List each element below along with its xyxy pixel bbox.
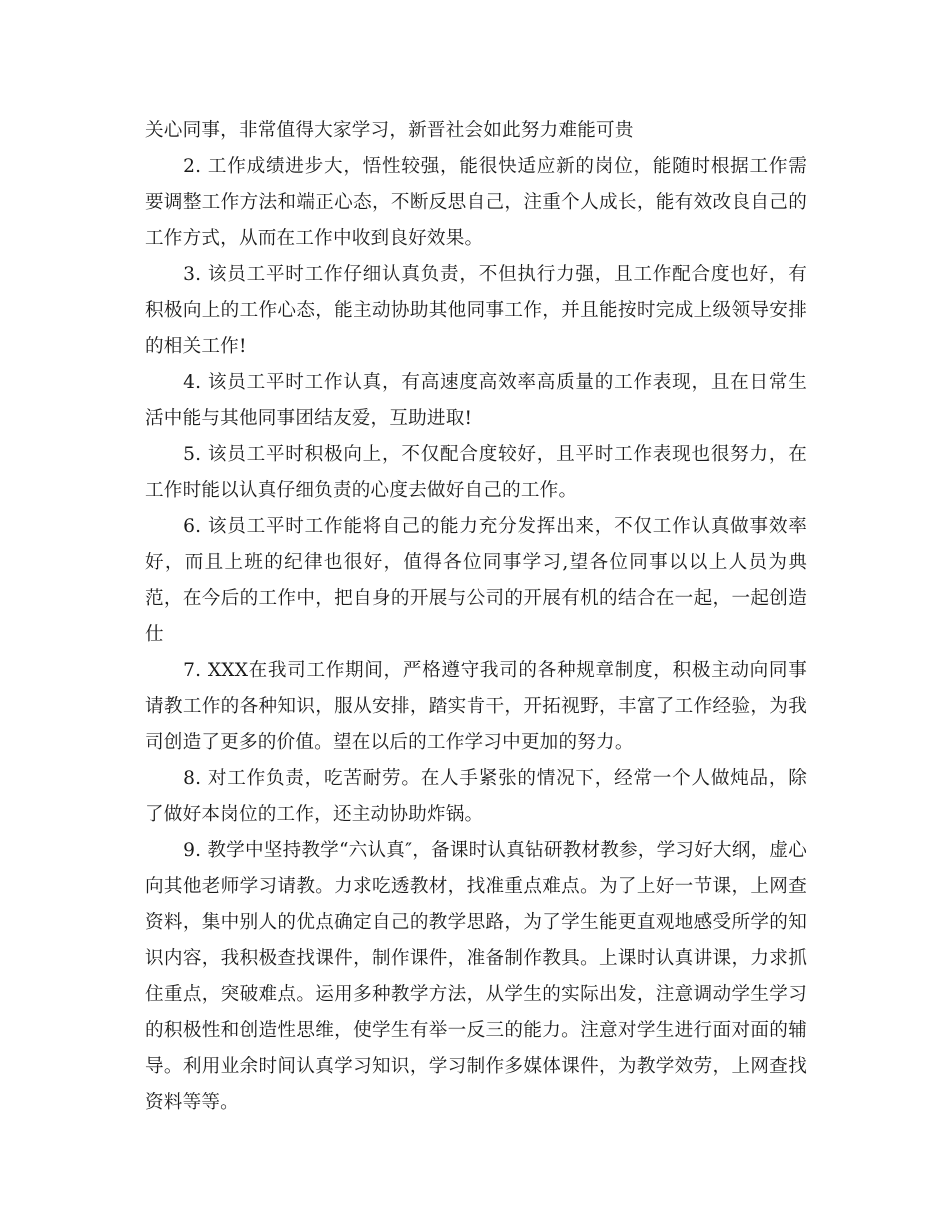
paragraph-7: 7. XXX在我司工作期间，严格遵守我司的各种规章制度，积极主动向同事请教工作的各种知识，服从安排，踏实肯干，开拓视野，丰富了工作经验，为我司创造了更多的价值。望在以后的工作学习中更加的努力。 <box>145 660 807 753</box>
paragraph-3: 3. 该员工平时工作仔细认真负责，不但执行力强，且工作配合度也好，有积极向上的工作心态，能主动协助其他同事工作，并且能按时完成上级领导安排的相关工作! <box>145 264 807 357</box>
paragraph-6: 6. 该员工平时工作能将自己的能力充分发挥出来，不仅工作认真做事效率好，而且上班的纪律也很好，值得各位同事学习,望各位同事以以上人员为典范，在今后的工作中，把自身的开展与公司的开展有机的结合在一起，一起创造仕 <box>145 516 807 645</box>
continuation-paragraph: 关心同事，非常值得大家学习，新晋社会如此努力难能可贵 <box>145 120 634 141</box>
paragraph-8: 8. 对工作负责，吃苦耐劳。在人手紧张的情况下，经常一个人做炖品，除了做好本岗位的工作，还主动协助炸锅。 <box>145 768 807 825</box>
paragraph-9: 9. 教学中坚持教学“六认真″，备课时认真钻研教材教参，学习好大纲，虚心向其他老师学习请教。力求吃透教材，找准重点难点。为了上好一节课，上网查资料，集中别人的优点确定自己的教学思路，为了学生能更直观地感受所学的知识内容，我积极查找课件，制作课件，准备制作教具。上课时认真讲课，力求抓住重点，突破难点。运用多种教学方法，从学生的实际出发，注意调动学生学习的积极性和创造性思维，使学生有举一反三的能力。注意对学生进行面对面的辅导。利用业余时间认真学习知识，学习制作多媒体课件，为教学效劳，上网查找资料等等。 <box>145 840 807 1113</box>
paragraph-5: 5. 该员工平时积极向上，不仅配合度较好，且平时工作表现也很努力，在工作时能以认真仔细负责的心度去做好自己的工作。 <box>145 444 807 501</box>
paragraph-2: 2. 工作成绩进步大，悟性较强，能很快适应新的岗位，能随时根据工作需要调整工作方法和端正心态，不断反思自己，注重个人成长，能有效改良自己的工作方式，从而在工作中收到良好效果。 <box>145 156 807 249</box>
paragraph-4: 4. 该员工平时工作认真，有高速度高效率高质量的工作表现，且在日常生活中能与其他同事团结友爱，互助进取! <box>145 372 807 429</box>
document-body <box>145 113 807 1121</box>
